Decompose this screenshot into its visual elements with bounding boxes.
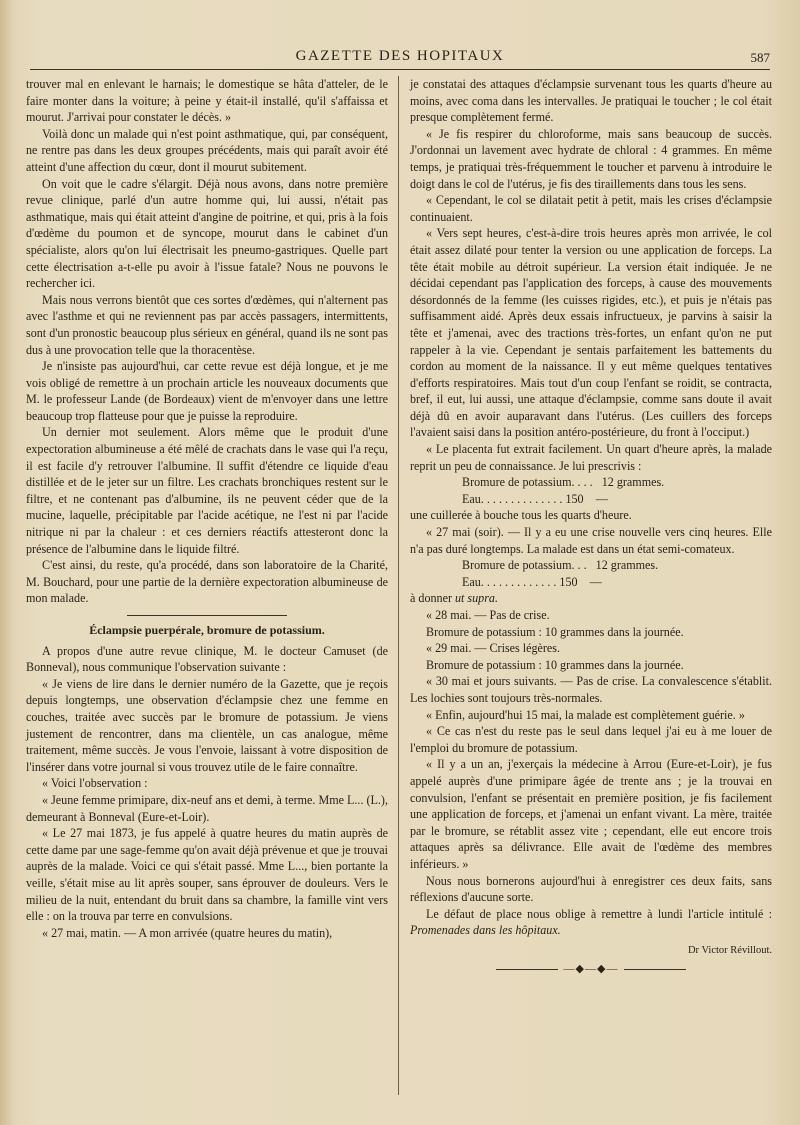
paragraph: « 28 mai. — Pas de crise. [426, 608, 550, 622]
prescription-line: Bromure de potassium. . . . 12 grammes. [462, 475, 665, 490]
paragraph [410, 906, 772, 939]
italic-text: ut supra. [455, 591, 499, 606]
journal-title: GAZETTE DES HOPITAUX [295, 48, 505, 64]
end-ornament [496, 963, 686, 980]
paragraph: C'est ainsi, du reste, qu'a procédé, dans son laboratoire de la Charité, M. Bouchard, pour une partie de la dernière expectoration albumineuse de mon malade. [26, 558, 388, 606]
paragraph: Voilà donc un malade qui n'est point asthmatique, qui, par conséquent, ne rentre pas dans les deux groupes précédents, mais qui paraît avoir été atteint d'une affection du cœur, dont il mourut subitement. [26, 126, 388, 174]
paragraph: A propos d'une autre revue clinique, M. le docteur Camuset (de Bonneval), nous communique l'observation suivante : [26, 643, 388, 675]
paragraph: « Cependant, le col se dilatait petit à petit, mais les crises d'éclampsie continuaient. [410, 193, 772, 224]
prescription-line: Bromure de potassium. . . 12 grammes. [462, 558, 659, 573]
page-header [20, 44, 780, 70]
paragraph: « Je fis respirer du chloroforme, mais sans beaucoup de succès. J'ordonnai un lavement avec hydrate de chloral : 4 grammes. En même temps, je pratiquai très-fréquemment le toucher et parvenu à introduire le doigt dans le col de l'utérus, je fis des tiraillements dans tous les sens. [410, 126, 772, 191]
paragraph: Je n'insiste pas aujourd'hui, car cette revue est déjà longue, et je me vois obligé de remettre à un prochain article les nouveaux documents que M. le professeur Lande (de Bordeaux) vient de m'envoyer dans une lettre beaucoup trop flatteuse pour que je puisse la reproduire. [26, 359, 388, 423]
paragraph: « 30 mai et jours suivants. — Pas de crise. La convalescence s'établit. Les lochies sont toujours très-normales. [410, 674, 772, 705]
paragraph: « 29 mai. — Crises légères. [426, 641, 561, 656]
paragraph: « Voici l'observation : [42, 776, 148, 791]
paragraph: « Vers sept heures, c'est-à-dire trois heures après mon arrivée, le col était assez dilaté pour tenter la version ou une application de forceps. La tête était mobile au détroit supérieur. La version était indiquée. Je ne décidai cependant pas l'application des forceps, à cause des mouvements désordonnés de la femme (les cuisses rigides, etc.), et puis je n'étais pas suffisamment aidé. Après deux essais infructueux, je parvins à saisir la tête et j'amenai, avec des tractions très-fortes, un enfant qu'on ne put rappeler à la vie. Cependant je sentais parfaitement les battements du cordon au moment de la naissance. Il y eut même quelques tentatives d'efforts respiratoires. Mais tout d'un coup l'enfant se roidit, se contracta, bref, il eut, lui aussi, une attaque d'éclampsie, comme sans doute il avait déjà dû en avoir auparavant dans l'utérus. (Les cuillers des forceps l'avaient saisi dans la position antéro-postérieure, du front à l'occiput.) [410, 226, 772, 440]
section-rule [127, 615, 287, 616]
prescription-line: Eau. . . . . . . . . . . . . 150 — [462, 574, 602, 589]
section-title: Éclampsie puerpérale, bromure de potassium. [89, 623, 325, 637]
italic-text: Promenades dans les hôpitaux. [410, 923, 561, 938]
paragraph [410, 590, 772, 607]
paragraph: « Je viens de lire dans le dernier numéro de la Gazette, que je reçois depuis longtemps, une observation d'éclampsie chez une femme en couches, traitée avec succès par le bromure de potassium. Je viens justement de rencontrer, dans ma clientèle, un cas analogue, même traitement, même succès. Je vous l'envoie, laissant à votre disposition de l'insérer dans votre journal si vous trouvez utile de le faire connaître. [26, 676, 388, 774]
paragraph: « Il y a un an, j'exerçais la médecine à Arrou (Eure-et-Loir), je fus appelé auprès d'une primipare âgée de trente ans ; je la trouvai en convulsion, l'enfant se présentait en première position, je fis facilement une application de forceps, et j'amenai un enfant vivant. La mère, traitée par le bromure, se rétablit assez vite ; cependant, elle eut encore trois attaques après sa délivrance. Elle avait de l'œdème des membres inférieurs. » [410, 757, 772, 871]
paragraph: « Le placenta fut extrait facilement. Un quart d'heure après, la malade reprit un peu de connaissance. Je lui prescrivis : [410, 442, 772, 473]
paragraph: Nous nous bornerons aujourd'hui à enregistrer ces deux faits, sans réflexions d'aucune sorte. [410, 873, 772, 905]
paragraph: Un dernier mot seulement. Alors même que le produit d'une expectoration albumineuse a été mêlé de crachats dans le vase qui l'a reçu, il est facile d'y retrouver l'albumine. Il suffit d'étendre ce liquide d'eau distillée et de le jeter sur un filtre. Les crachats bronchiques restent sur le filtre, et ne contenant pas d'albumine, ils ne peuvent céder que de la mucine, laquelle, précipitable par l'acide acétique, ne l'est ni par l'acide nitrique ni par la chaleur : et ces derniers réactifs attesteront donc la présence de l'albumine dans le liquide filtré. [26, 425, 388, 556]
paragraph: trouver mal en enlevant le harnais; le domestique se hâta d'atteler, de le faire monter dans la voiture; à peine y était-il installé, qu'il s'affaissa et mourut. J'arrivai pour constater le décès. » [26, 77, 388, 125]
paragraph: « Ce cas n'est du reste pas le seul dans lequel j'ai eu à me louer de l'emploi du bromure de potassium. [410, 724, 772, 755]
column-divider [398, 76, 399, 1095]
right-column [410, 76, 772, 980]
paragraph: Mais nous verrons bientôt que ces sortes d'œdèmes, qui n'alternent pas avec l'asthme et qui ne reviennent pas par accès passagers, intermittents, sont d'un pronostic beaucoup plus sérieux en général, quand ils ne sont pas dus à une provocation telle que la thoracentèse. [26, 292, 388, 357]
paragraph: « Le 27 mai 1873, je fus appelé à quatre heures du matin auprès de cette dame par une sage-femme qu'on avait déjà prévenue et que je trouvai auprès de la malade. Voici ce qui s'était passé. Mme L..., bien portante la veille, s'était mise au lit après souper, sans éprouver de douleurs. Vers le milieu de la nuit, entendant du bruit dans sa chambre, la famille vint vers elle : on la trouva par terre en convulsions. [26, 826, 388, 924]
author-signature: Dr Victor Révillout. [687, 944, 772, 956]
prescription-line: Eau. . . . . . . . . . . . . . 150 — [462, 491, 608, 506]
left-column [26, 76, 388, 941]
paragraph: je constatai des attaques d'éclampsie survenant tous les quarts d'heure au moins, avec coma dans les intervalles. Je pratiquai le toucher ; le col était presque complètement fermé. [410, 77, 772, 125]
paragraph: On voit que le cadre s'élargit. Déjà nous avons, dans notre première revue clinique, parlé d'un autre homme qui, lui aussi, n'était pas asthmatique, mais qui était atteint d'angine de poitrine, et qui, pris à la fois d'œdème du poumon et de syncope, mourut dans le cabinet d'un spécialiste, alors qu'on lui électrisait les pneumo-gastriques. Quelle part cette électrisation a-t-elle pu avoir à l'issue fatale? Nous ne pouvons le rechercher ici. [26, 176, 388, 291]
paragraph: « Enfin, aujourd'hui 15 mai, la malade est complètement guérie. » [426, 707, 745, 722]
paragraph: une cuillerée à bouche tous les quarts d'heure. [410, 508, 632, 523]
page-number: 587 [750, 50, 770, 65]
text-run: à donner [410, 591, 455, 606]
paragraph: « 27 mai (soir). — Il y a eu une crise nouvelle vers cinq heures. Elle n'a pas duré longtemps. La malade est dans un état semi-comateux. [410, 525, 772, 556]
prescription-line: Bromure de potassium : 10 grammes dans la journée. [426, 624, 684, 639]
text-run: Le défaut de place nous oblige à remettre à lundi l'article intitulé : [426, 906, 772, 921]
paragraph: « Jeune femme primipare, dix-neuf ans et demi, à terme. Mme L... (L.), demeurant à Bonneval (Eure-et-Loir). [26, 792, 388, 824]
paragraph: « 27 mai, matin. — A mon arrivée (quatre heures du matin), [42, 925, 333, 940]
ornament-glyphs: —◆—◆— [558, 963, 625, 975]
header-rule [30, 69, 770, 70]
prescription-line: Bromure de potassium : 10 grammes dans la journée. [426, 657, 684, 672]
